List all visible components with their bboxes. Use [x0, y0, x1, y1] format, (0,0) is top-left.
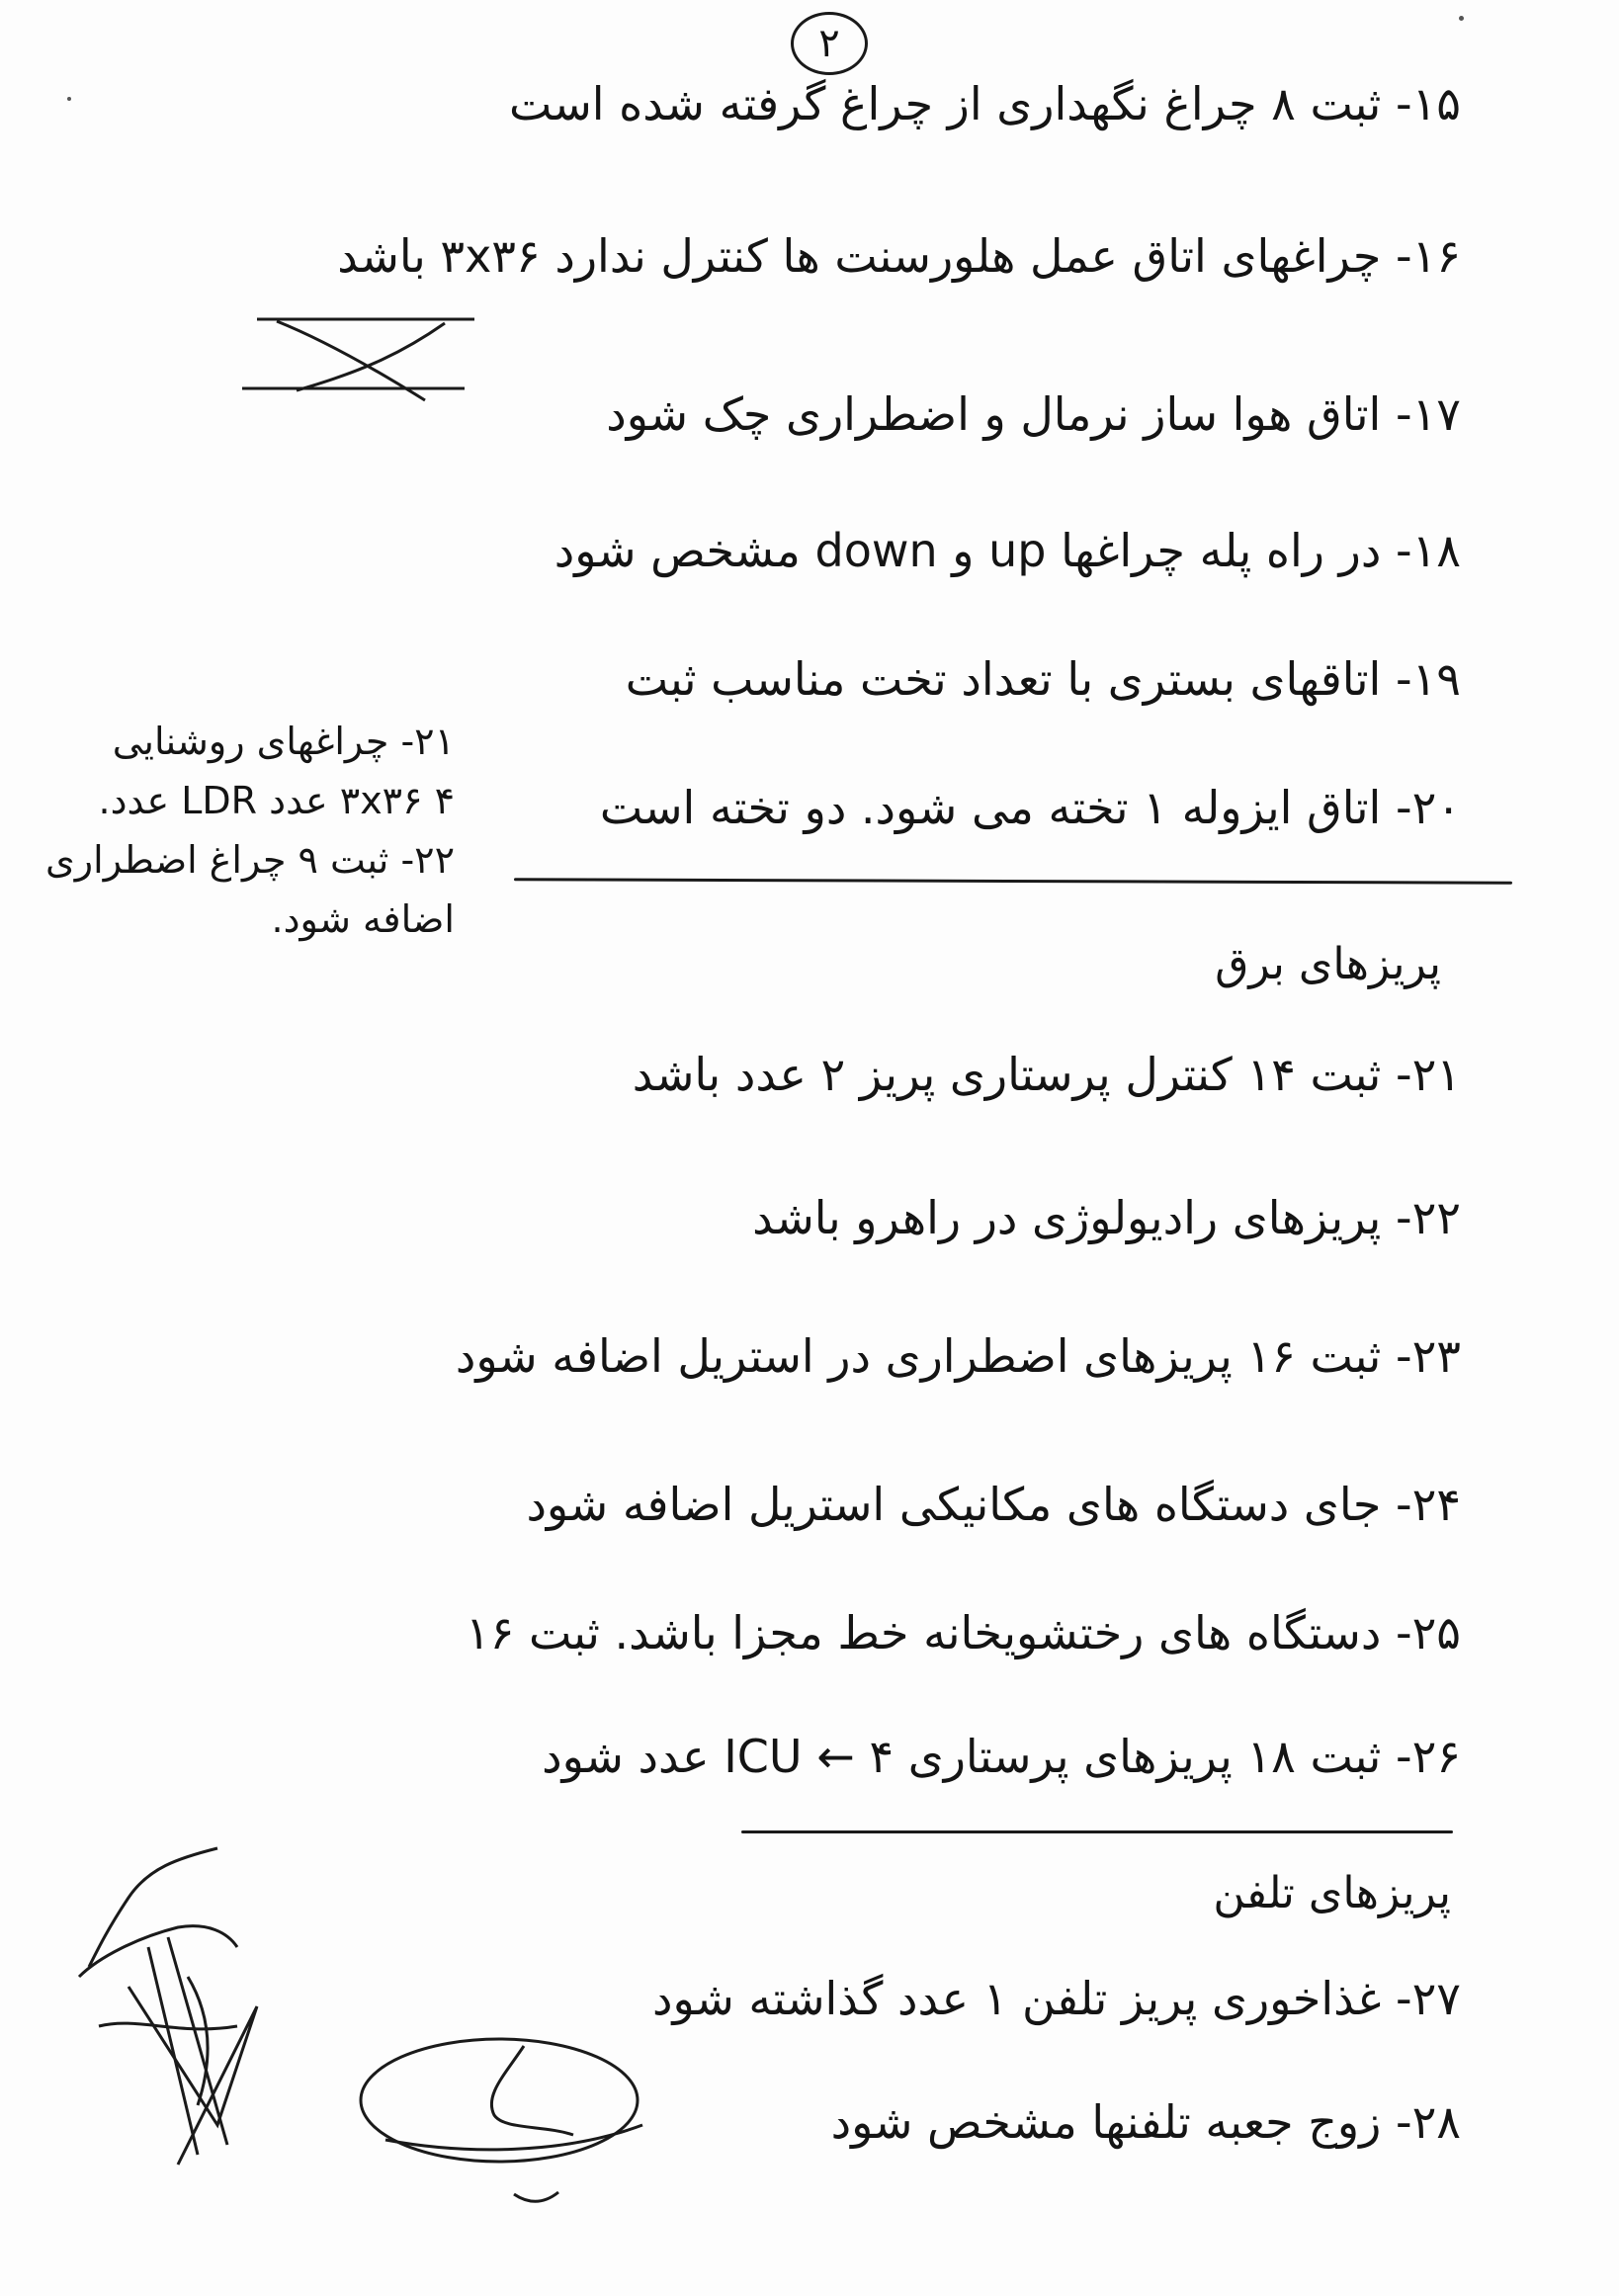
margin-note: ۲۱- چراغهای روشنایی ۳x۳۶ ۴ عدد LDR عدد. ۲۲- ثبت ۹ چراغ اضطراری اضافه شود.	[45, 720, 455, 941]
item-number: ۲۱	[1411, 1048, 1461, 1101]
item-text: جای دستگاه های مکانیکی استریل اضافه شود	[526, 1478, 1382, 1531]
item-text: ثبت ۱۴ کنترل پرستاری پریز ۲ عدد باشد	[632, 1048, 1382, 1101]
list-item-26: ۲۶- ثبت ۱۸ پریزهای پرستاری ICU ← ۴ عدد شود	[542, 1730, 1461, 1783]
item-number: ۲۴	[1411, 1478, 1461, 1531]
list-item-24: ۲۴- جای دستگاه های مکانیکی استریل اضافه شود	[526, 1478, 1461, 1531]
item-number: ۱۹	[1411, 652, 1461, 706]
item-number: ۲۶	[1411, 1730, 1461, 1783]
section-divider	[514, 878, 1512, 885]
item-number: ۱۵	[1411, 77, 1461, 130]
item-text: چراغهای اتاق عمل هلورسنت ها کنترل ندارد ۳x۳۶ باشد	[337, 229, 1382, 283]
item-number: ۲۳	[1411, 1329, 1461, 1383]
list-item-16: ۱۶- چراغهای اتاق عمل هلورسنت ها کنترل ندارد ۳x۳۶ باشد	[337, 229, 1461, 283]
item-number: ۲۵	[1411, 1606, 1461, 1659]
list-item-28: ۲۸- زوج جعبه تلفنها مشخص شود	[830, 2095, 1461, 2149]
item-number: ۱۷	[1411, 387, 1461, 441]
list-item-17: ۱۷- اتاق هوا ساز نرمال و اضطراری چک شود	[606, 387, 1461, 441]
section-divider	[741, 1830, 1453, 1833]
signature-left	[59, 1828, 287, 2184]
page-number: ۲	[791, 12, 868, 75]
item-text: در راه پله چراغها up و down مشخص شود	[554, 524, 1382, 577]
list-item-25: ۲۵- دستگاه های رختشویخانه خط مجزا باشد. ثبت ۱۶	[465, 1606, 1461, 1659]
item-text: غذاخوری پریز تلفن ۱ عدد گذاشته شود	[652, 1972, 1382, 2025]
signature-oval	[346, 2006, 662, 2224]
item-text: ثبت ۱۶ پریزهای اضطراری در استریل اضافه شود	[455, 1329, 1382, 1383]
list-item-20: ۲۰- اتاق ایزوله ۱ تخته می شود. دو تخته است	[599, 781, 1461, 834]
item-text: اتاق هوا ساز نرمال و اضطراری چک شود	[606, 387, 1382, 441]
item-text: دستگاه های رختشویخانه خط مجزا باشد. ثبت ۱۶	[465, 1606, 1382, 1659]
scan-speck	[67, 97, 71, 101]
item-number: ۱۶	[1411, 229, 1461, 283]
item-text: زوج جعبه تلفنها مشخص شود	[830, 2095, 1382, 2149]
scan-speck	[1459, 16, 1464, 21]
strikeout-scribble	[237, 301, 494, 410]
item-text: ثبت ۸ چراغ نگهداری از چراغ گرفته شده است	[509, 77, 1382, 130]
section-heading-phone: پریزهای تلفن	[1213, 1868, 1451, 1918]
list-item-18: ۱۸- در راه پله چراغها up و down مشخص شود	[554, 524, 1461, 577]
list-item-15: ۱۵- ثبت ۸ چراغ نگهداری از چراغ گرفته شده است	[509, 77, 1461, 130]
item-number: ۲۲	[1411, 1191, 1461, 1244]
list-item-27: ۲۷- غذاخوری پریز تلفن ۱ عدد گذاشته شود	[652, 1972, 1461, 2025]
item-text: اتاقهای بستری با تعداد تخت مناسب ثبت	[625, 652, 1382, 706]
item-number: ۲۰	[1411, 781, 1461, 834]
item-number: ۲۸	[1411, 2095, 1461, 2149]
list-item-19: ۱۹- اتاقهای بستری با تعداد تخت مناسب ثبت	[625, 652, 1461, 706]
list-item-21: ۲۱- ثبت ۱۴ کنترل پرستاری پریز ۲ عدد باشد	[632, 1048, 1461, 1101]
list-item-22: ۲۲- پریزهای رادیولوژی در راهرو باشد	[752, 1191, 1461, 1244]
item-number: ۲۷	[1411, 1972, 1461, 2025]
list-item-23: ۲۳- ثبت ۱۶ پریزهای اضطراری در استریل اضافه شود	[455, 1329, 1461, 1383]
item-text: ثبت ۱۸ پریزهای پرستاری ICU ← ۴ عدد شود	[542, 1730, 1382, 1783]
section-heading-power: پریزهای برق	[1215, 939, 1441, 989]
item-number: ۱۸	[1411, 524, 1461, 577]
item-text: اتاق ایزوله ۱ تخته می شود. دو تخته است	[599, 781, 1382, 834]
item-text: پریزهای رادیولوژی در راهرو باشد	[752, 1191, 1382, 1244]
